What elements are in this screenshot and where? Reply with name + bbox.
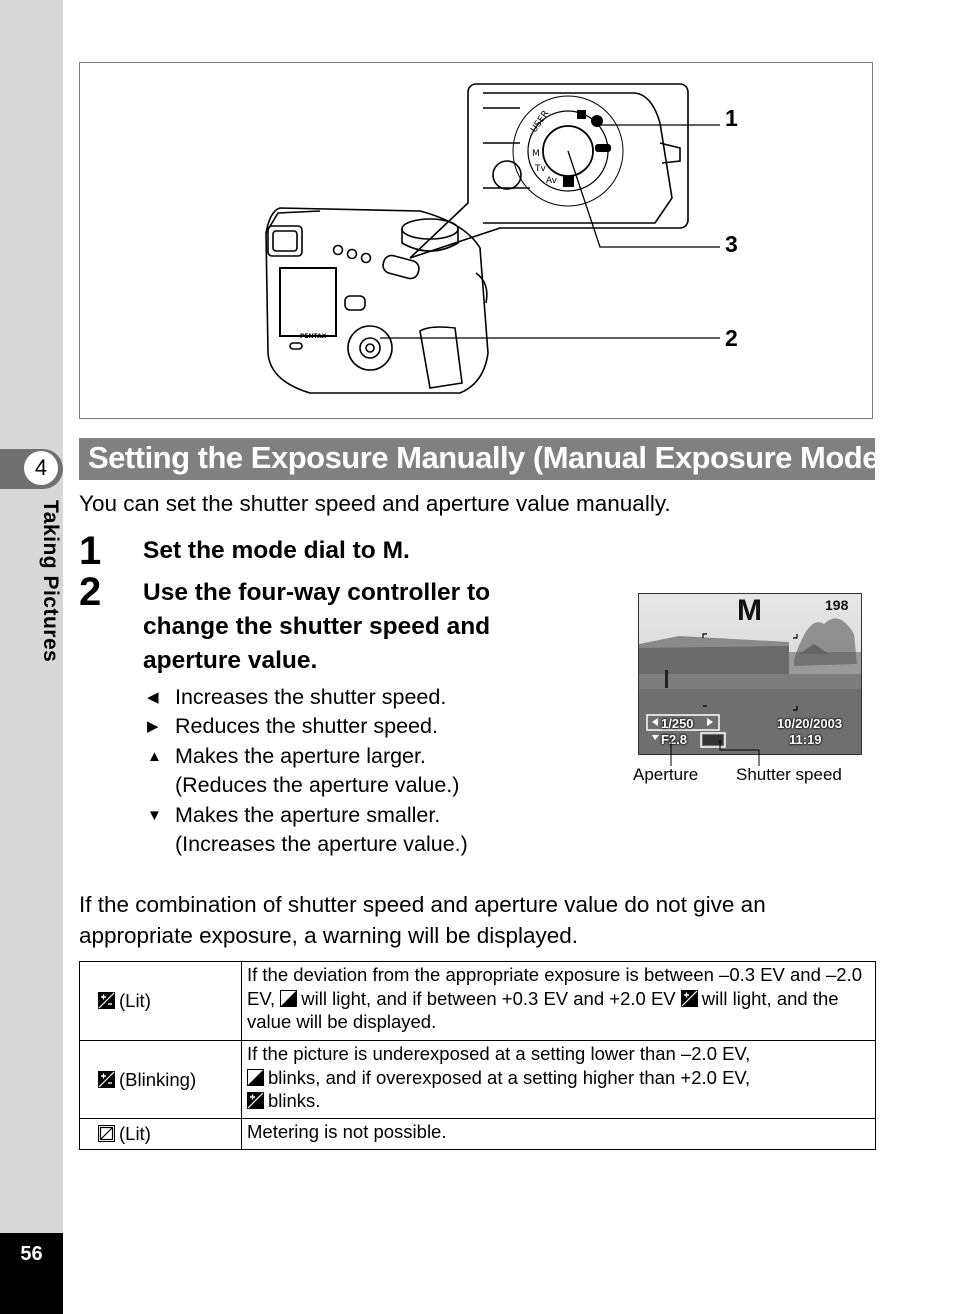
condition-label: (Blinking) (119, 1068, 197, 1090)
lcd-date: 10/20/2003 (777, 716, 843, 731)
callout-1: 1 (725, 105, 738, 131)
desc-text: If the deviation from the appropriate exposure is between –0.3 EV and –2.0 EV, (247, 964, 863, 1009)
desc-text: will light, and the value will be displayed. (247, 987, 839, 1032)
step-2-number: 2 (79, 570, 102, 614)
desc-text: blinks, and if overexposed at a setting higher than +2.0 EV, (268, 1066, 751, 1088)
step-2-text (143, 576, 490, 678)
up-arrow-icon: ▲ (147, 748, 162, 765)
down-arrow-icon: ▼ (147, 807, 162, 824)
exposure-minus-icon (280, 990, 297, 1007)
lcd-aperture: F2.8 (661, 732, 688, 747)
exposure-plus-icon (247, 1092, 264, 1109)
exposure-plus-icon (681, 990, 698, 1007)
lcd-shot-count: 198 (825, 597, 849, 613)
svg-text:Tv: Tv (535, 164, 546, 174)
page-number: 56 (20, 1243, 43, 1265)
step-1-text: Set the mode dial to M. (143, 537, 410, 564)
warning-table (79, 961, 876, 1150)
warning-paragraph: If the combination of shutter speed and aperture value do not give an appropriate exposure, a warning will be displayed. (79, 892, 766, 948)
step-2-line: change the shutter speed and (143, 613, 491, 640)
chapter-number: 4 (24, 451, 58, 485)
warning-condition (80, 1119, 242, 1150)
lcd-time: 11:19 (789, 732, 822, 747)
warning-condition (80, 1041, 242, 1119)
bullet-text: Makes the aperture smaller. (175, 803, 441, 827)
bullet-text: Makes the aperture larger. (175, 744, 426, 768)
warning-description (242, 962, 876, 1041)
table-row (80, 1041, 876, 1119)
bullet-right (147, 712, 438, 741)
bullet-left (147, 683, 446, 712)
caption-aperture: Aperture (633, 765, 699, 784)
table-row (80, 1119, 876, 1150)
lcd-mode-indicator: M (737, 594, 762, 627)
camera-brand: PENTAX (300, 333, 327, 340)
bullet-text: Increases the shutter speed. (175, 685, 447, 709)
callout-2: 2 (725, 325, 738, 351)
right-arrow-icon: ▶ (147, 718, 159, 735)
section-title: Setting the Exposure Manually (Manual Exposure Mode) (88, 440, 889, 475)
step-1-number: 1 (79, 529, 102, 573)
bullet-text: Reduces the shutter speed. (175, 714, 438, 738)
leader-3 (568, 151, 720, 247)
left-arrow-icon: ◀ (147, 689, 159, 706)
svg-text:USER: USER (529, 109, 552, 135)
desc-text: blinks. (268, 1090, 321, 1111)
exposure-plus-minus-icon (98, 1071, 115, 1088)
svg-text:Av: Av (546, 176, 557, 186)
desc-text: If the picture is underexposed at a setting lower than –2.0 EV, (247, 1043, 751, 1064)
exposure-minus-icon (247, 1069, 264, 1086)
intro-text: You can set the shutter speed and aperture value manually. (79, 491, 671, 516)
step-2-line: aperture value. (143, 647, 318, 674)
caption-shutter-speed: Shutter speed (736, 765, 842, 784)
warning-description: Metering is not possible. (242, 1119, 876, 1150)
bullet-up (147, 742, 459, 800)
condition-label: (Lit) (119, 990, 151, 1012)
exposure-plus-minus-icon (98, 992, 115, 1009)
svg-text:M: M (532, 149, 540, 159)
lcd-screen (638, 593, 862, 755)
bullet-down (147, 801, 468, 859)
zoom-panel (468, 84, 688, 228)
chapter-label: Taking Pictures (39, 500, 62, 663)
camera-drawing (80, 63, 874, 420)
lcd-shutter-speed: 1/250 (661, 716, 694, 731)
camera-illustration (79, 62, 873, 419)
desc-text: will light, and if between +0.3 EV and +2.0 EV (301, 987, 676, 1009)
table-row (80, 962, 876, 1041)
condition-label: (Lit) (119, 1123, 151, 1145)
bullet-subtext: (Reduces the aperture value.) (175, 773, 460, 797)
step-2-line: Use the four-way controller to (143, 579, 491, 606)
warning-condition (80, 962, 242, 1041)
bullet-subtext: (Increases the aperture value.) (175, 832, 468, 856)
metering-impossible-icon (98, 1125, 115, 1142)
warning-description (242, 1041, 876, 1119)
callout-3: 3 (725, 231, 738, 257)
